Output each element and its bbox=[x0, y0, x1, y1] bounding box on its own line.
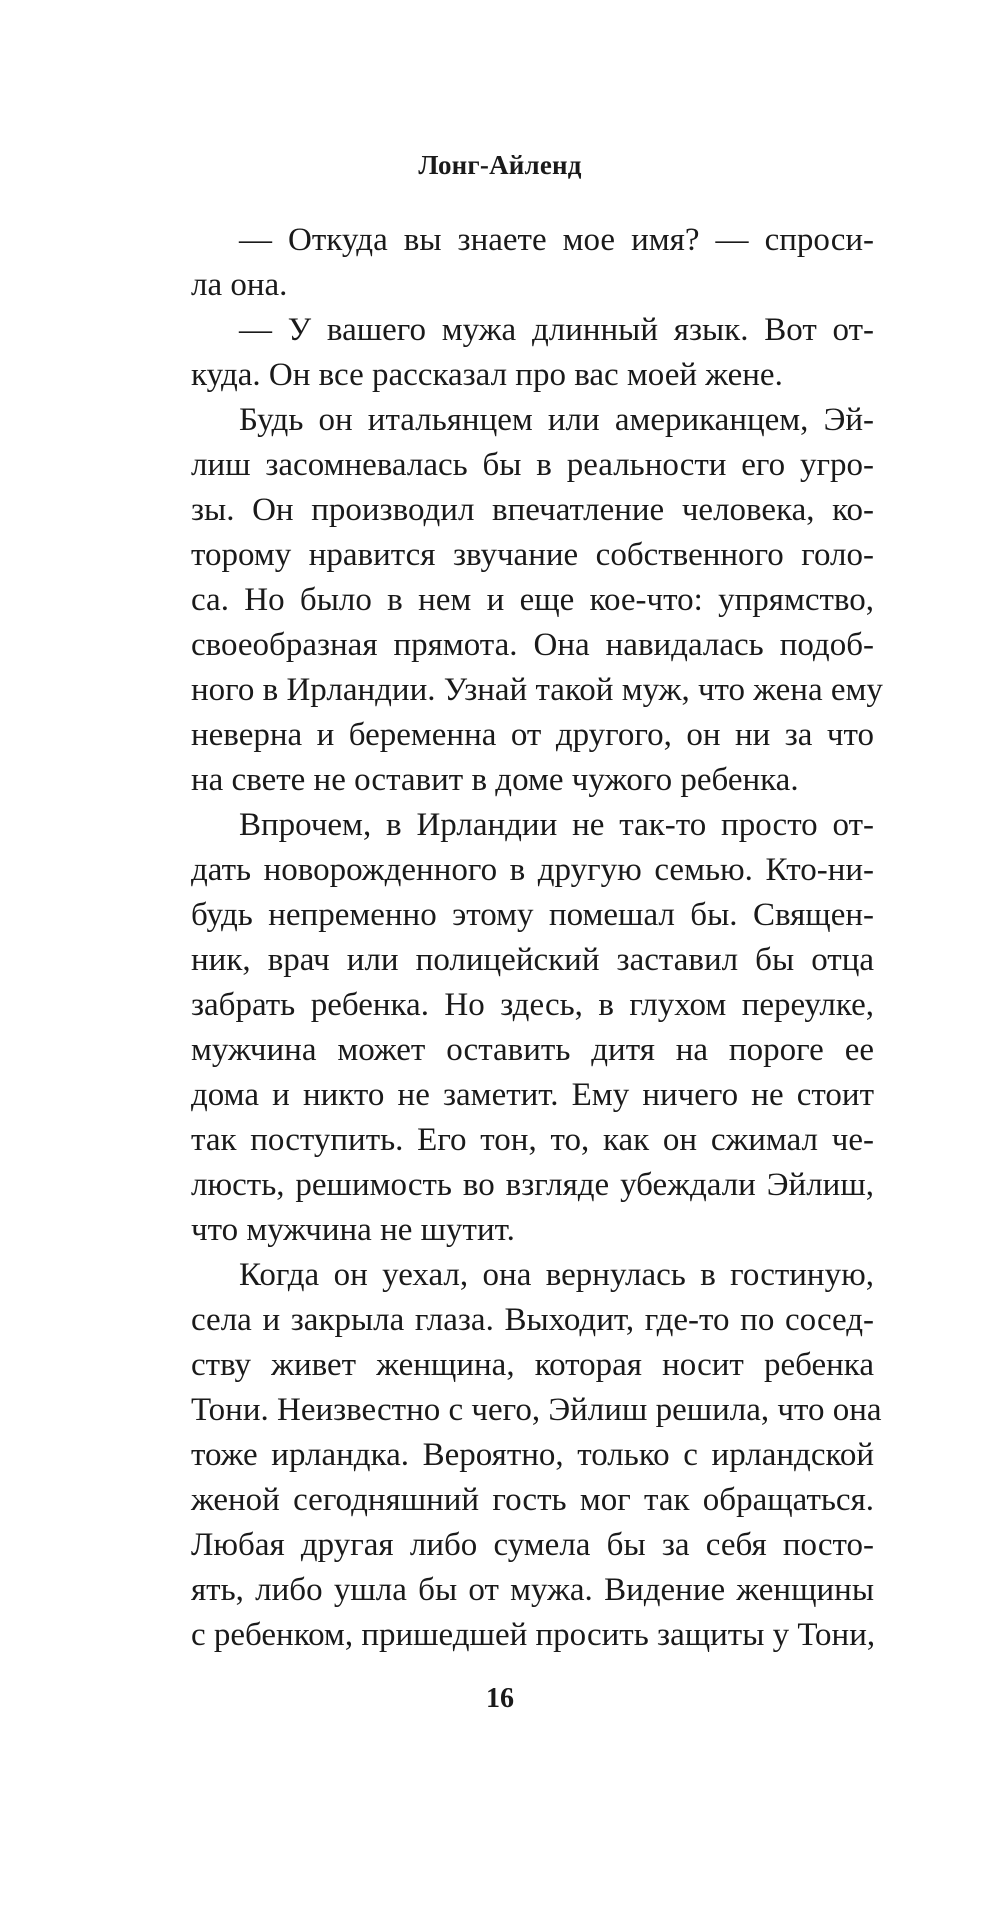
text-line: ного в Ирландии. Узнай такой муж, что жена ему bbox=[191, 672, 883, 708]
text-line: дома и никто не заметит. Ему ничего не стоит bbox=[191, 1077, 874, 1113]
page-number: 16 bbox=[486, 1683, 514, 1714]
text-line: своеобразная прямота. Она навидалась подоб- bbox=[191, 627, 874, 663]
text-line: мужчина может оставить дитя на пороге ее bbox=[191, 1032, 874, 1068]
text-line: неверна и беременна от другого, он ни за что bbox=[191, 717, 874, 753]
text-line: женой сегодняшний гость мог так обращаться. bbox=[191, 1482, 874, 1518]
text-line: ять, либо ушла бы от мужа. Видение женщины bbox=[191, 1572, 874, 1608]
text-line: лиш засомневалась бы в реальности его угро- bbox=[191, 447, 874, 483]
body-text bbox=[191, 218, 883, 1658]
text-line: Впрочем, в Ирландии не так-то просто от- bbox=[239, 807, 874, 843]
text-line: куда. Он все рассказал про вас моей жене. bbox=[191, 357, 783, 393]
text-line: на свете не оставит в доме чужого ребенка. bbox=[191, 762, 799, 798]
text-line: люсть, решимость во взгляде убеждали Эйлиш, bbox=[191, 1167, 874, 1203]
text-line: Любая другая либо сумела бы за себя посто- bbox=[191, 1527, 874, 1563]
text-line: тоже ирландка. Вероятно, только с ирландской bbox=[191, 1437, 874, 1473]
text-line: будь непременно этому помешал бы. Священ- bbox=[191, 897, 874, 933]
text-line: Тони. Неизвестно с чего, Эйлиш решила, что она bbox=[191, 1392, 882, 1428]
text-line: забрать ребенка. Но здесь, в глухом переулке, bbox=[191, 987, 874, 1023]
text-line: Когда он уехал, она вернулась в гостиную, bbox=[239, 1257, 874, 1293]
text-line: так поступить. Его тон, то, как он сжимал че- bbox=[191, 1122, 874, 1158]
text-line: дать новорожденного в другую семью. Кто-ни- bbox=[191, 852, 874, 888]
running-head: Лонг-Айленд bbox=[418, 150, 582, 180]
text-line: Будь он итальянцем или американцем, Эй- bbox=[239, 402, 874, 438]
text-line: что мужчина не шутит. bbox=[191, 1212, 515, 1248]
text-line: — У вашего мужа длинный язык. Вот от- bbox=[239, 312, 874, 348]
text-line: торому нравится звучание собственного голо- bbox=[191, 537, 874, 573]
text-line: ла она. bbox=[191, 267, 288, 303]
text-line: ству живет женщина, которая носит ребенка bbox=[191, 1347, 874, 1383]
text-line: — Откуда вы знаете мое имя? — спроси- bbox=[239, 222, 874, 258]
text-line: села и закрыла глаза. Выходит, где-то по сосед- bbox=[191, 1302, 874, 1338]
text-line: са. Но было в нем и еще кое-что: упрямство, bbox=[191, 582, 874, 618]
text-line: зы. Он производил впечатление человека, ко- bbox=[191, 492, 874, 528]
text-line: с ребенком, пришедшей просить защиты у Тони, bbox=[191, 1617, 876, 1653]
text-line: ник, врач или полицейский заставил бы отца bbox=[191, 942, 874, 978]
